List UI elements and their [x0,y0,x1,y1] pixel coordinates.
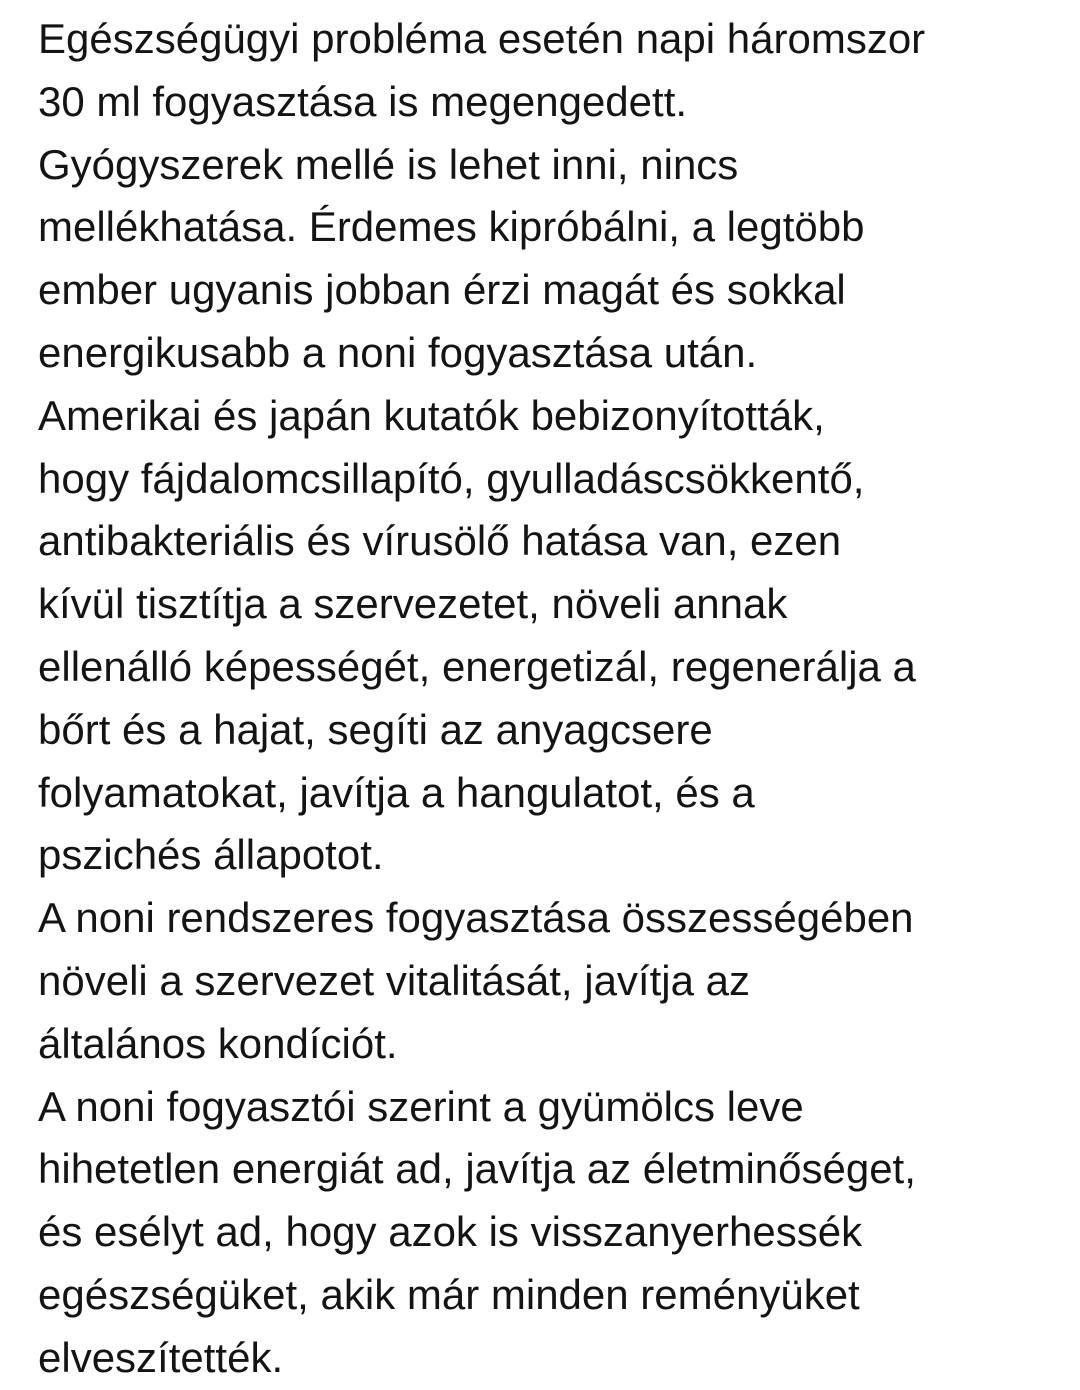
text-line: bőrt és a hajat, segíti az anyagcsere [38,705,713,753]
text-line: energikusabb a noni fogyasztása után. [38,328,758,376]
text-line: általános kondíciót. [38,1019,398,1067]
text-line: hihetetlen energiát ad, javítja az életminőséget, [38,1145,916,1193]
text-line: elveszítették. [38,1333,284,1381]
text-line: növeli a szervezet vitalitását, javítja az [38,956,750,1004]
text-line: folyamatokat, javítja a hangulatot, és a [38,768,755,816]
text-line: A noni fogyasztói szerint a gyümölcs leve [38,1082,804,1130]
text-line: pszichés állapotot. [38,831,384,879]
text-line: antibakteriális és vírusölő hatása van, ezen [38,517,842,565]
text-line: mellékhatása. Érdemes kipróbálni, a legtöbb [38,203,865,251]
text-line: Amerikai és japán kutatók bebizonyították, [38,391,825,439]
text-line: Gyógyszerek mellé is lehet inni, nincs [38,140,739,188]
text-line: 30 ml fogyasztása is megengedett. [38,77,688,125]
text-line: egészségüket, akik már minden reményüket [38,1270,860,1318]
text-line: Egészségügyi probléma esetén napi háromszor [38,15,926,62]
text-line: ellenálló képességét, energetizál, regenerálja a [38,642,916,690]
post-text-body [38,8,1068,1390]
text-line: ember ugyanis jobban érzi magát és sokkal [38,266,846,314]
text-line: és esélyt ad, hogy azok is visszanyerhessék [38,1208,863,1256]
text-line: A noni rendszeres fogyasztása összességében [38,894,914,942]
text-line: hogy fájdalomcsillapító, gyulladáscsökkentő, [38,454,865,502]
text-line: kívül tisztítja a szervezetet, növeli annak [38,580,788,628]
